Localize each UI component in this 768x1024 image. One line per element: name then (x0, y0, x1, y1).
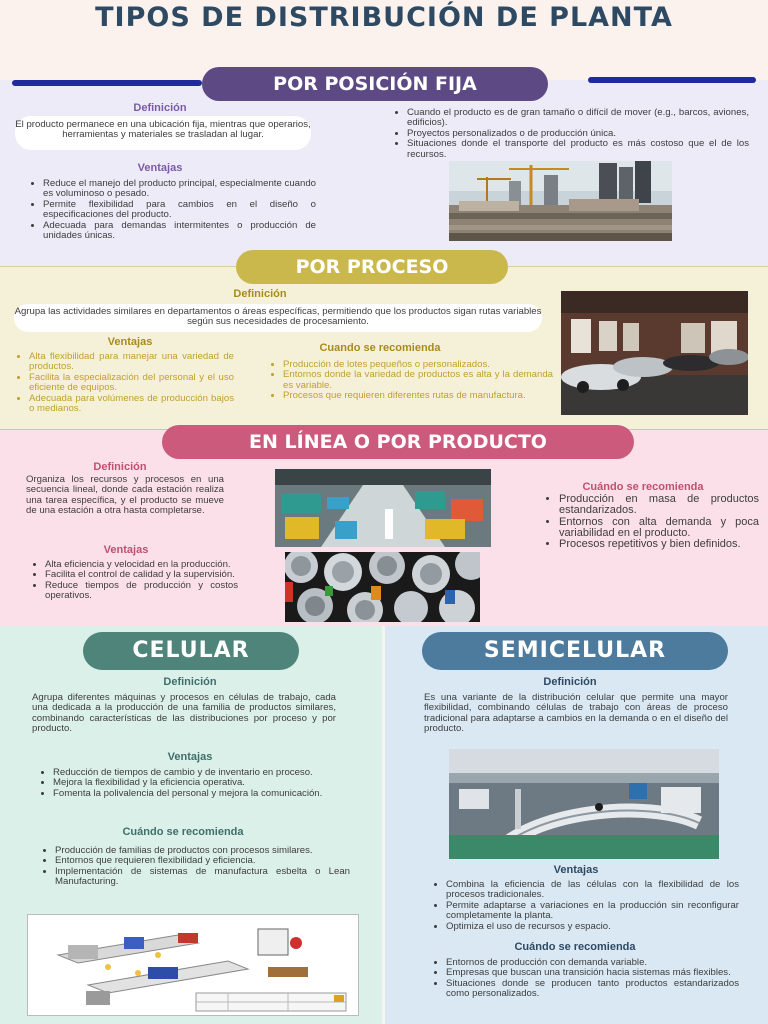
fija-recomienda-list (394, 108, 749, 160)
list-item: • Fomenta la polivalencia del personal y mejora la comunicación. (53, 789, 348, 799)
list-item: • Facilita la especialización del personal y el uso eficiente de equipos. (29, 373, 234, 394)
cans-photo (285, 552, 480, 622)
list-item: • Procesos que requieren diferentes rutas de manufactura. (283, 391, 553, 401)
list-item: • Entornos con alta demanda y poca variabilidad en el producto. (559, 517, 759, 540)
list-item: • Permite flexibilidad para cambios en el diseño o especificaciones del producto. (43, 200, 316, 221)
list-item: • Adecuada para demandas intermitentes o producción de unidades únicas. (43, 221, 316, 242)
list-item: • Permite adaptarse a variaciones en la producción sin reconfigurar completamente la planta. (446, 901, 739, 922)
linea-recomienda-label: Cuándo se recomienda (582, 481, 704, 493)
semicelular-recomienda-label: Cuándo se recomienda (514, 941, 636, 953)
list-item: • Alta eficiencia y velocidad en la producción. (45, 560, 238, 570)
proceso-definition-label: Definición (233, 288, 287, 300)
celular-ventajas-label: Ventajas (167, 751, 213, 763)
section-heading-semicelular: SEMICELULAR (422, 632, 728, 670)
list-item: • Adecuada para volúmenes de producción bajos o medianos. (29, 394, 234, 415)
list-item: • Facilita el control de calidad y la supervisión. (45, 570, 238, 580)
proceso-ventajas-label: Ventajas (107, 336, 153, 348)
semicelular-definition: Es una variante de la distribución celular que permite una mayor flexibilidad, combinando células de trabajo con áreas de proceso tradicional para adaptarse a cambios en la demanda o en el diseño del producto. (424, 692, 728, 735)
fija-ventajas-label: Ventajas (137, 162, 183, 174)
list-item: • Reduce tiempos de producción y costos operativos. (45, 581, 238, 602)
list-item: • Entornos de producción con demanda variable. (446, 958, 739, 968)
list-item: • Empresas que buscan una transición hacia sistemas más flexibles. (446, 968, 739, 978)
fija-definition-label: Definición (133, 102, 187, 114)
decorative-dash-left (12, 80, 202, 86)
linea-definition: Organiza los recursos y procesos en una secuencia lineal, donde cada estación realiza una tarea específica, y el producto se mueve de una estación a otra hasta completarse. (26, 474, 224, 517)
proceso-recomienda-list (270, 360, 553, 402)
proceso-recomienda-label: Cuando se recomienda (319, 342, 441, 354)
linea-definition-label: Definición (93, 461, 147, 473)
list-item: • Producción de lotes pequeños o personalizados. (283, 360, 553, 370)
linea-ventajas-label: Ventajas (103, 544, 149, 556)
semicelular-definition-label: Definición (543, 676, 597, 688)
section-heading-celular: CELULAR (83, 632, 299, 670)
list-item: • Reduce el manejo del producto principal, especialmente cuando es voluminoso o pesado. (43, 179, 316, 200)
celular-ventajas-list (40, 768, 348, 799)
celular-recomienda-list (42, 846, 350, 888)
proceso-ventajas-list (16, 352, 234, 414)
assembly-line-photo (275, 469, 491, 547)
list-item: • Reducción de tiempos de cambio y de inventario en proceso. (53, 768, 348, 778)
factory-conveyor-photo (449, 749, 719, 859)
list-item: • Proyectos personalizados o de producción única. (407, 129, 749, 139)
fija-definition: El producto permanece en una ubicación fija, mientras que operarios, herramientas y materiales se trasladan al lugar. (15, 116, 311, 150)
linea-ventajas-list (32, 560, 238, 602)
list-item: • Entornos que requieren flexibilidad y eficiencia. (55, 856, 350, 866)
list-item: • Procesos repetitivos y bien definidos. (559, 539, 759, 550)
page-title: TIPOS DE DISTRIBUCIÓN DE PLANTA (95, 2, 673, 33)
list-item: • Producción en masa de productos estandarizados. (559, 494, 759, 517)
list-item: • Producción de familias de productos con procesos similares. (55, 846, 350, 856)
decorative-dash-right (588, 77, 756, 83)
list-item: • Entornos donde la variedad de productos es alta y la demanda es variable. (283, 370, 553, 391)
section-heading-fija: POR POSICIÓN FIJA (202, 67, 548, 101)
celular-definition-label: Definición (163, 676, 217, 688)
list-item: • Alta flexibilidad para manejar una variedad de productos. (29, 352, 234, 373)
list-item: • Situaciones donde el transporte del producto es más costoso que el de los recursos. (407, 139, 749, 160)
fija-ventajas-list (30, 179, 316, 241)
list-item: • Combina la eficiencia de las células con la flexibilidad de los procesos tradicionales. (446, 880, 739, 901)
proceso-definition: Agrupa las actividades similares en departamentos o áreas específicas, permitiendo que los productos sigan rutas variables según sus necesidades de procesamiento. (14, 304, 542, 332)
workshop-cars-photo (561, 291, 748, 415)
celular-recomienda-label: Cuándo se recomienda (122, 826, 244, 838)
list-item: • Cuando el producto es de gran tamaño o difícil de mover (e.g., barcos, aviones, edificios). (407, 108, 749, 129)
cell-layout-diagram (27, 914, 359, 1016)
list-item: • Situaciones donde se producen tanto productos estandarizados como personalizados. (446, 979, 739, 1000)
list-item: • Optimiza el uso de recursos y espacio. (446, 922, 739, 932)
construction-site-photo (449, 161, 672, 241)
section-heading-proceso: POR PROCESO (236, 250, 508, 284)
section-heading-linea: EN LÍNEA O POR PRODUCTO (162, 425, 634, 459)
linea-recomienda-list (546, 494, 759, 550)
celular-definition: Agrupa diferentes máquinas y procesos en células de trabajo, cada una dedicada a la producción de una familia de productos similares, combinando características de las distribuciones por proceso y por producto. (32, 692, 336, 735)
semicelular-recomienda-list (433, 958, 739, 1000)
semicelular-ventajas-list (433, 880, 739, 932)
semicelular-ventajas-label: Ventajas (553, 864, 599, 876)
list-item: • Implementación de sistemas de manufactura esbelta o Lean Manufacturing. (55, 867, 350, 888)
list-item: • Mejora la flexibilidad y la eficiencia operativa. (53, 778, 348, 788)
